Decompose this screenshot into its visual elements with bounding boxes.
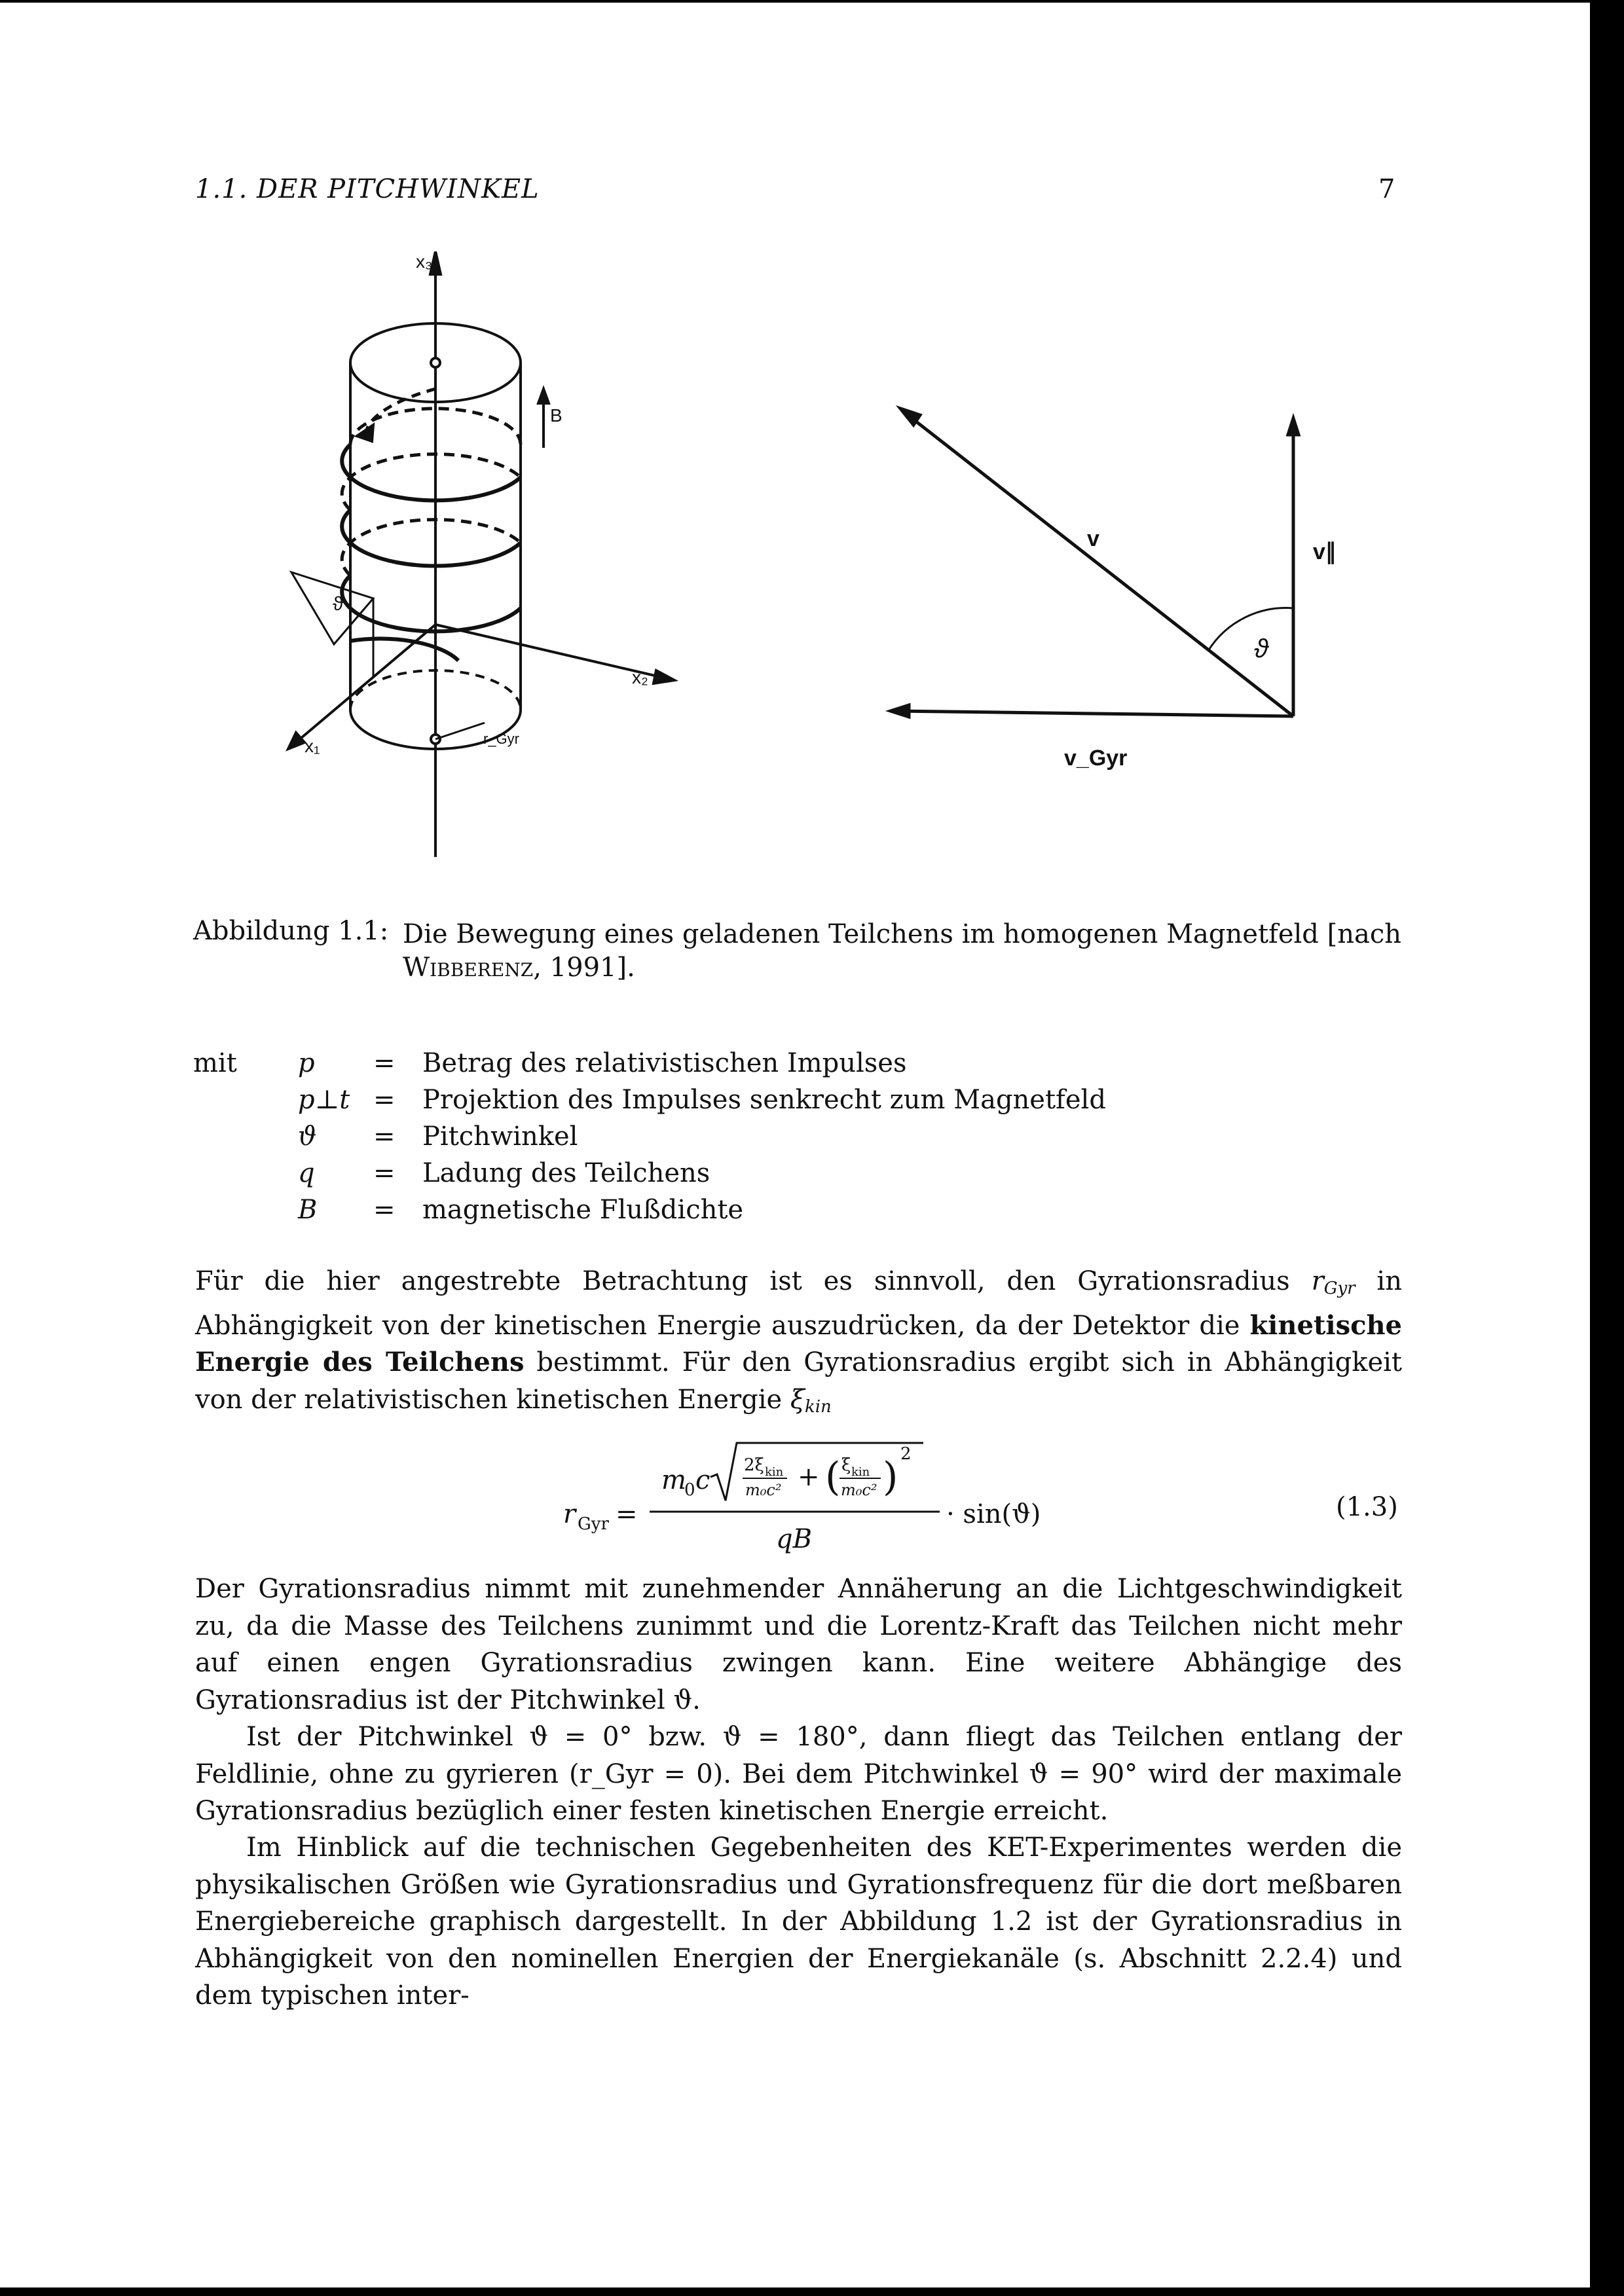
- caption-label: Abbildung 1.1:: [193, 916, 389, 946]
- svg-text:qB: qB: [776, 1524, 812, 1554]
- def-equals: =: [373, 1085, 396, 1115]
- caption-line1: Die Bewegung eines geladenen Teilchens im homogenen Magnetfeld [nach: [403, 919, 1401, 949]
- svg-text:m₀c²: m₀c²: [745, 1481, 782, 1499]
- def-text: Betrag des relativistischen Impulses: [422, 1048, 907, 1078]
- svg-text:m₀c²: m₀c²: [841, 1481, 877, 1499]
- svg-text:+: +: [798, 1462, 820, 1492]
- svg-text:0: 0: [684, 1480, 695, 1500]
- svg-text:kin: kin: [851, 1465, 870, 1479]
- def-symbol: q: [298, 1158, 315, 1188]
- def-equals: =: [373, 1195, 396, 1225]
- definition-intro: mit: [193, 1048, 237, 1078]
- symbol-rgyr: $r_{Gyr}$: [1311, 1266, 1356, 1298]
- svg-text:=: =: [616, 1499, 638, 1529]
- svg-text:r: r: [563, 1499, 576, 1529]
- svg-text:c: c: [695, 1465, 710, 1495]
- svg-text:Gyr: Gyr: [578, 1514, 609, 1534]
- equation-1-3: [550, 1430, 1074, 1554]
- def-symbol: ϑ: [298, 1121, 317, 1152]
- label-v: v: [1087, 526, 1099, 551]
- svg-text:ξ: ξ: [841, 1455, 851, 1475]
- figure-1-1: [275, 251, 1388, 873]
- label-b: B: [550, 405, 563, 426]
- label-x1: x₁: [304, 736, 320, 756]
- label-theta-left: ϑ: [333, 593, 344, 615]
- para1-bold: kinetische Energie des Teilchens: [195, 1309, 1402, 1377]
- caption-author: Wibberenz: [403, 953, 534, 983]
- svg-text:(: (: [825, 1454, 841, 1500]
- para1-part-c: bestimmt. Für den Gyrationsradius ergibt sich in Abhängigkeit von der relativistischen kinetischen Energie: [195, 1347, 1403, 1415]
- def-text: Projektion des Impulses senkrecht zum Magnetfeld: [422, 1085, 1106, 1115]
- para1-part-a: Für die hier angestrebte Betrachtung ist es sinnvoll, den Gyrationsradius: [195, 1266, 1312, 1296]
- def-text: Pitchwinkel: [422, 1121, 578, 1152]
- svg-text:2ξ: 2ξ: [744, 1455, 764, 1475]
- def-symbol: B: [298, 1195, 318, 1225]
- label-theta-right: ϑ: [1254, 634, 1268, 663]
- paragraph-1: [195, 1263, 1402, 1425]
- def-equals: =: [373, 1158, 396, 1188]
- def-text: magnetische Flußdichte: [422, 1195, 744, 1225]
- v-vector: [904, 412, 1293, 716]
- caption-line2: [403, 953, 635, 983]
- v-gyr-vector: [897, 711, 1293, 716]
- paragraph-3: Ist der Pitchwinkel ϑ = 0° bzw. ϑ = 180°, dann fliegt das Teilchen entlang der Feldlinie, ohne zu gyrieren (r_Gyr = 0). Bei dem Pitchwinkel ϑ = 90° wird der maximale Gyrationsradius bezüglich einer festen kinetischen Energie erreicht.: [195, 1722, 1402, 1826]
- def-equals: =: [373, 1121, 396, 1152]
- helix-diagram: [288, 251, 674, 857]
- svg-text:m: m: [661, 1465, 686, 1495]
- paragraph-2: Der Gyrationsradius nimmt mit zunehmender Annäherung an die Lichtgeschwindigkeit zu, da die Masse des Teilchens zunimmt und die Lorentz-Kraft das Teilchen nicht mehr auf einen engen Gyrationsradius zwingen kann. Eine weitere Abhängige des Gyrationsradius ist der Pitchwinkel ϑ.: [195, 1574, 1402, 1715]
- velocity-diagram: [891, 409, 1299, 717]
- def-text: Ladung des Teilchens: [422, 1158, 710, 1188]
- label-x3: x₃: [416, 251, 433, 272]
- svg-text:): ): [883, 1454, 898, 1500]
- running-header: 1.1. DER PITCHWINKEL: [195, 174, 540, 204]
- label-x2: x₂: [632, 667, 648, 687]
- svg-text:· sin(ϑ): · sin(ϑ): [946, 1499, 1041, 1529]
- symbol-xi-kin: $\xi_{kin}$: [790, 1384, 832, 1417]
- def-symbol: p⊥t: [298, 1085, 350, 1115]
- svg-text:kin: kin: [765, 1465, 784, 1479]
- equation-number: (1.3): [1336, 1492, 1398, 1522]
- svg-text:2: 2: [900, 1444, 912, 1464]
- page: [0, 3, 1590, 2287]
- page-number: 7: [1378, 174, 1396, 204]
- label-rgyr: r_Gyr: [483, 731, 519, 747]
- caption-year: , 1991].: [533, 953, 635, 983]
- para1-part-b: in Abhängigkeit von der kinetischen Energie auszudrücken, da der Detektor die: [195, 1266, 1402, 1341]
- paragraph-4: Im Hinblick auf die technischen Gegebenheiten des KET-Experimentes werden die physikalischen Größen wie Gyrationsradius und Gyrationsfrequenz für die dort meßbaren Energiebereiche graphisch dargestellt. In der Abbildung 1.2 ist der Gyrationsradius in Abhängigkeit von den nominellen Energien der Energiekanäle (s. Abschnitt 2.2.4) und dem typischen inter-: [195, 1832, 1402, 2011]
- label-v-parallel: v∥: [1313, 539, 1337, 564]
- def-symbol: p: [298, 1048, 315, 1078]
- label-v-gyr: v_Gyr: [1064, 746, 1128, 771]
- def-equals: =: [373, 1048, 396, 1078]
